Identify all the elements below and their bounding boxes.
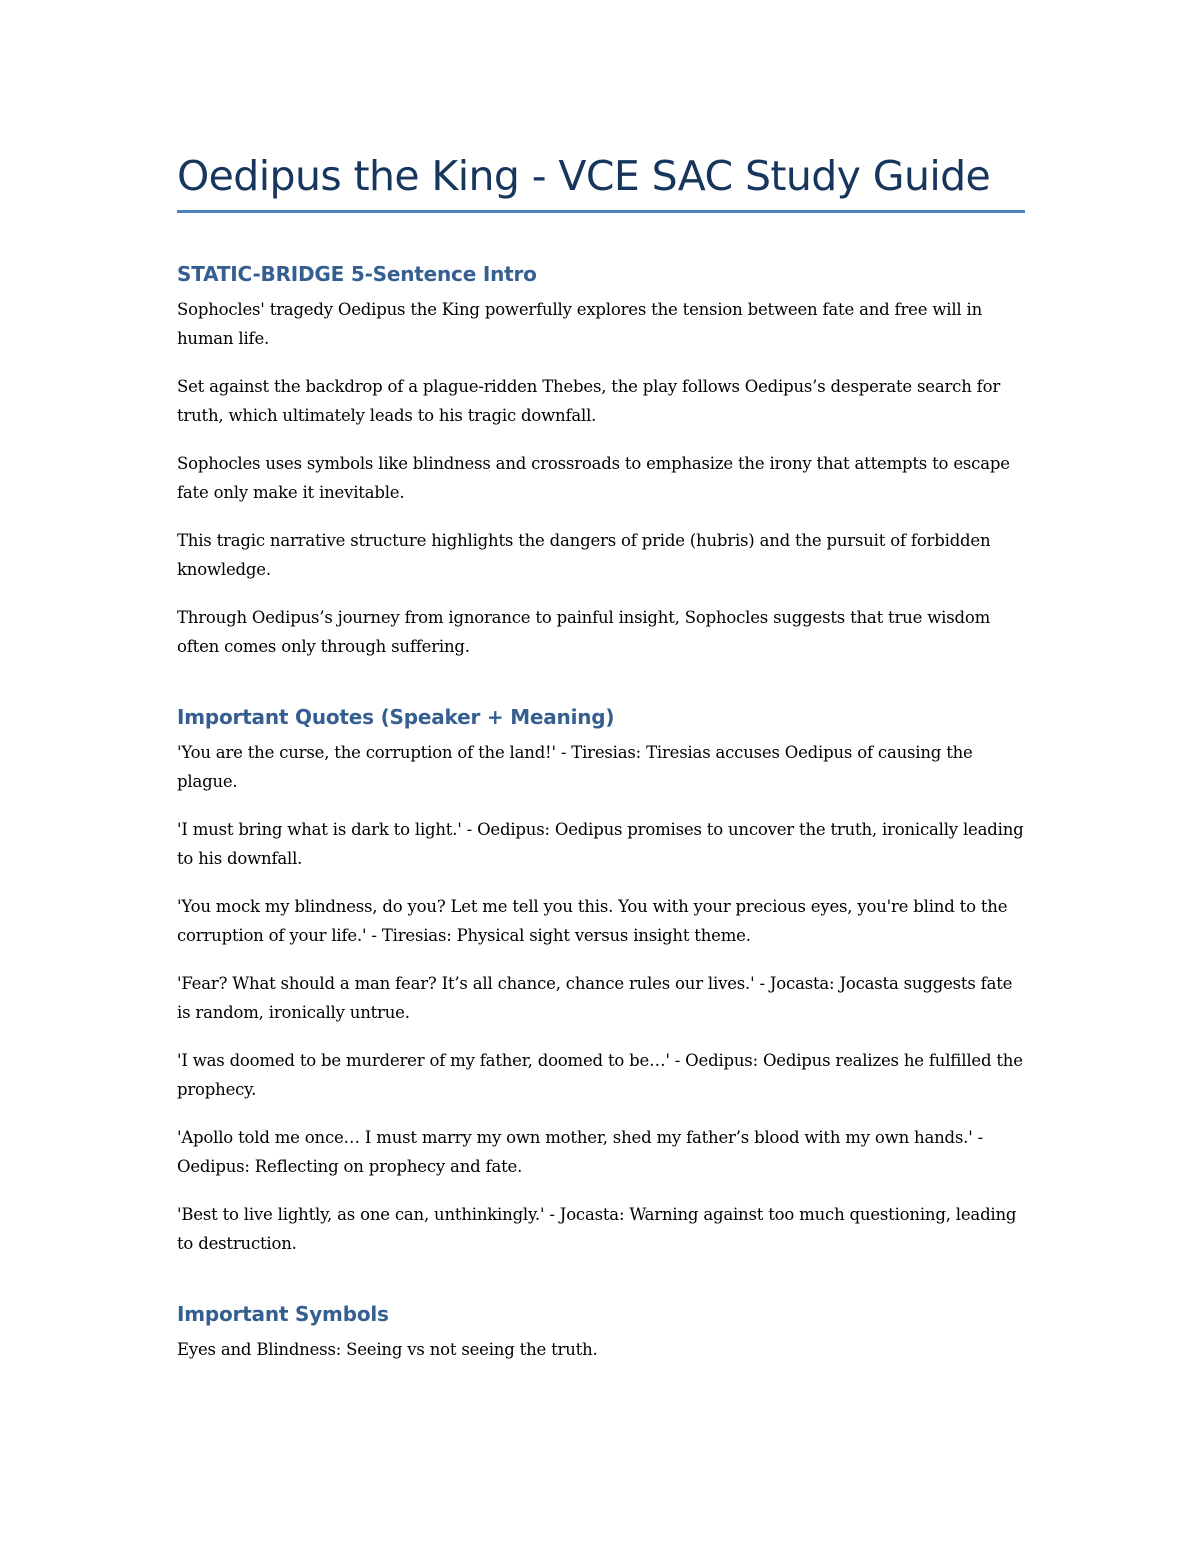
symbols-section [177,1300,1025,1365]
intro-paragraph: Sophocles' tragedy Oedipus the King powerfully explores the tension between fate and free will in human life. [177,300,983,348]
document-body [177,148,1025,1365]
symbol-paragraph: Eyes and Blindness: Seeing vs not seeing the truth. [177,1340,598,1359]
symbols-heading: Important Symbols [177,1302,389,1326]
intro-paragraph: This tragic narrative structure highlights the dangers of pride (hubris) and the pursuit of forbidden knowledge. [177,531,991,579]
document-title: Oedipus the King - VCE SAC Study Guide [177,152,991,200]
intro-paragraph: Set against the backdrop of a plague-ridden Thebes, the play follows Oedipus’s desperate search for truth, which ultimately leads to his tragic downfall. [177,377,1001,425]
title-underline-rule [177,210,1025,213]
quote-paragraph: 'Apollo told me once… I must marry my own mother, shed my father’s blood with my own hands.' - Oedipus: Reflecting on prophecy and fate. [177,1128,983,1176]
quote-paragraph: 'Fear? What should a man fear? It’s all chance, chance rules our lives.' - Jocasta: Jocasta suggests fate is random, ironically untrue. [177,974,1013,1022]
quote-paragraph: 'You mock my blindness, do you? Let me tell you this. You with your precious eyes, you're blind to the corruption of your life.' - Tiresias: Physical sight versus insight theme. [177,897,1008,945]
intro-paragraph: Sophocles uses symbols like blindness and crossroads to emphasize the irony that attempts to escape fate only make it inevitable. [177,454,1010,502]
quote-paragraph: 'Best to live lightly, as one can, unthinkingly.' - Jocasta: Warning against too much questioning, leading to destruction. [177,1205,1017,1253]
intro-heading: STATIC-BRIDGE 5-Sentence Intro [177,262,537,286]
intro-section [177,260,1025,661]
quote-paragraph: 'I must bring what is dark to light.' - Oedipus: Oedipus promises to uncover the truth, ironically leading to his downfall. [177,820,1024,868]
quotes-section [177,703,1025,1258]
intro-paragraph: Through Oedipus’s journey from ignorance to painful insight, Sophocles suggests that true wisdom often comes only through suffering. [177,608,991,656]
quote-paragraph: 'You are the curse, the corruption of the land!' - Tiresias: Tiresias accuses Oedipus of causing the plague. [177,743,973,791]
quotes-heading: Important Quotes (Speaker + Meaning) [177,705,615,729]
quote-paragraph: 'I was doomed to be murderer of my father, doomed to be…' - Oedipus: Oedipus realizes he fulfilled the prophecy. [177,1051,1023,1099]
